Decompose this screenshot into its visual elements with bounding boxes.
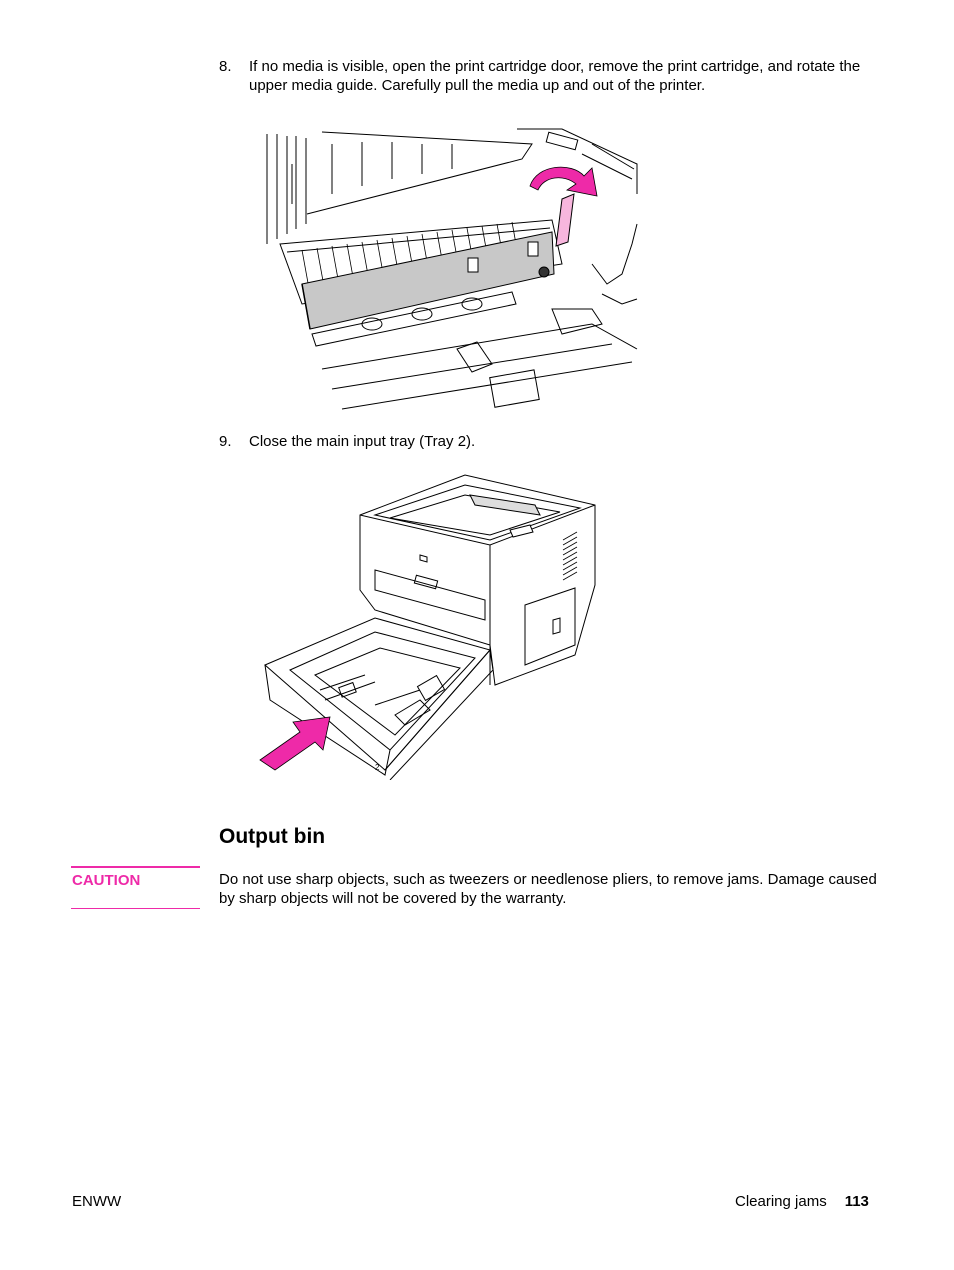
- rotate-arrow-icon: [530, 167, 597, 196]
- caution-rule-top: [71, 866, 200, 868]
- step-9: [219, 432, 889, 452]
- footer-right: [735, 1192, 869, 1211]
- footer-left: ENWW: [72, 1193, 122, 1210]
- step-text: If no media is visible, open the print cartridge door, remove the print cartridge, and rotate the upper media guide. Carefully pull the media up and out of the printer.: [249, 58, 861, 94]
- step-text: Close the main input tray (Tray 2).: [249, 433, 476, 450]
- step-number: 9.: [219, 433, 232, 450]
- footer-chapter: Clearing jams: [735, 1193, 827, 1210]
- caution-rule-bottom: [71, 908, 200, 909]
- page-number: 113: [844, 1193, 869, 1210]
- media-guide-illustration: [262, 124, 642, 414]
- section-heading: Output bin: [219, 825, 326, 848]
- step-8: [219, 57, 889, 97]
- caution-label: CAUTION: [72, 872, 141, 889]
- caution-text: Do not use sharp objects, such as tweezers or needlenose pliers, to remove jams. Damage caused by sharp objects will not be covered by the warranty.: [219, 871, 877, 907]
- step-number: 8.: [219, 58, 232, 75]
- printer-tray-illustration: [255, 470, 605, 780]
- push-arrow-icon: [260, 717, 330, 770]
- tray-number: 2: [375, 763, 380, 772]
